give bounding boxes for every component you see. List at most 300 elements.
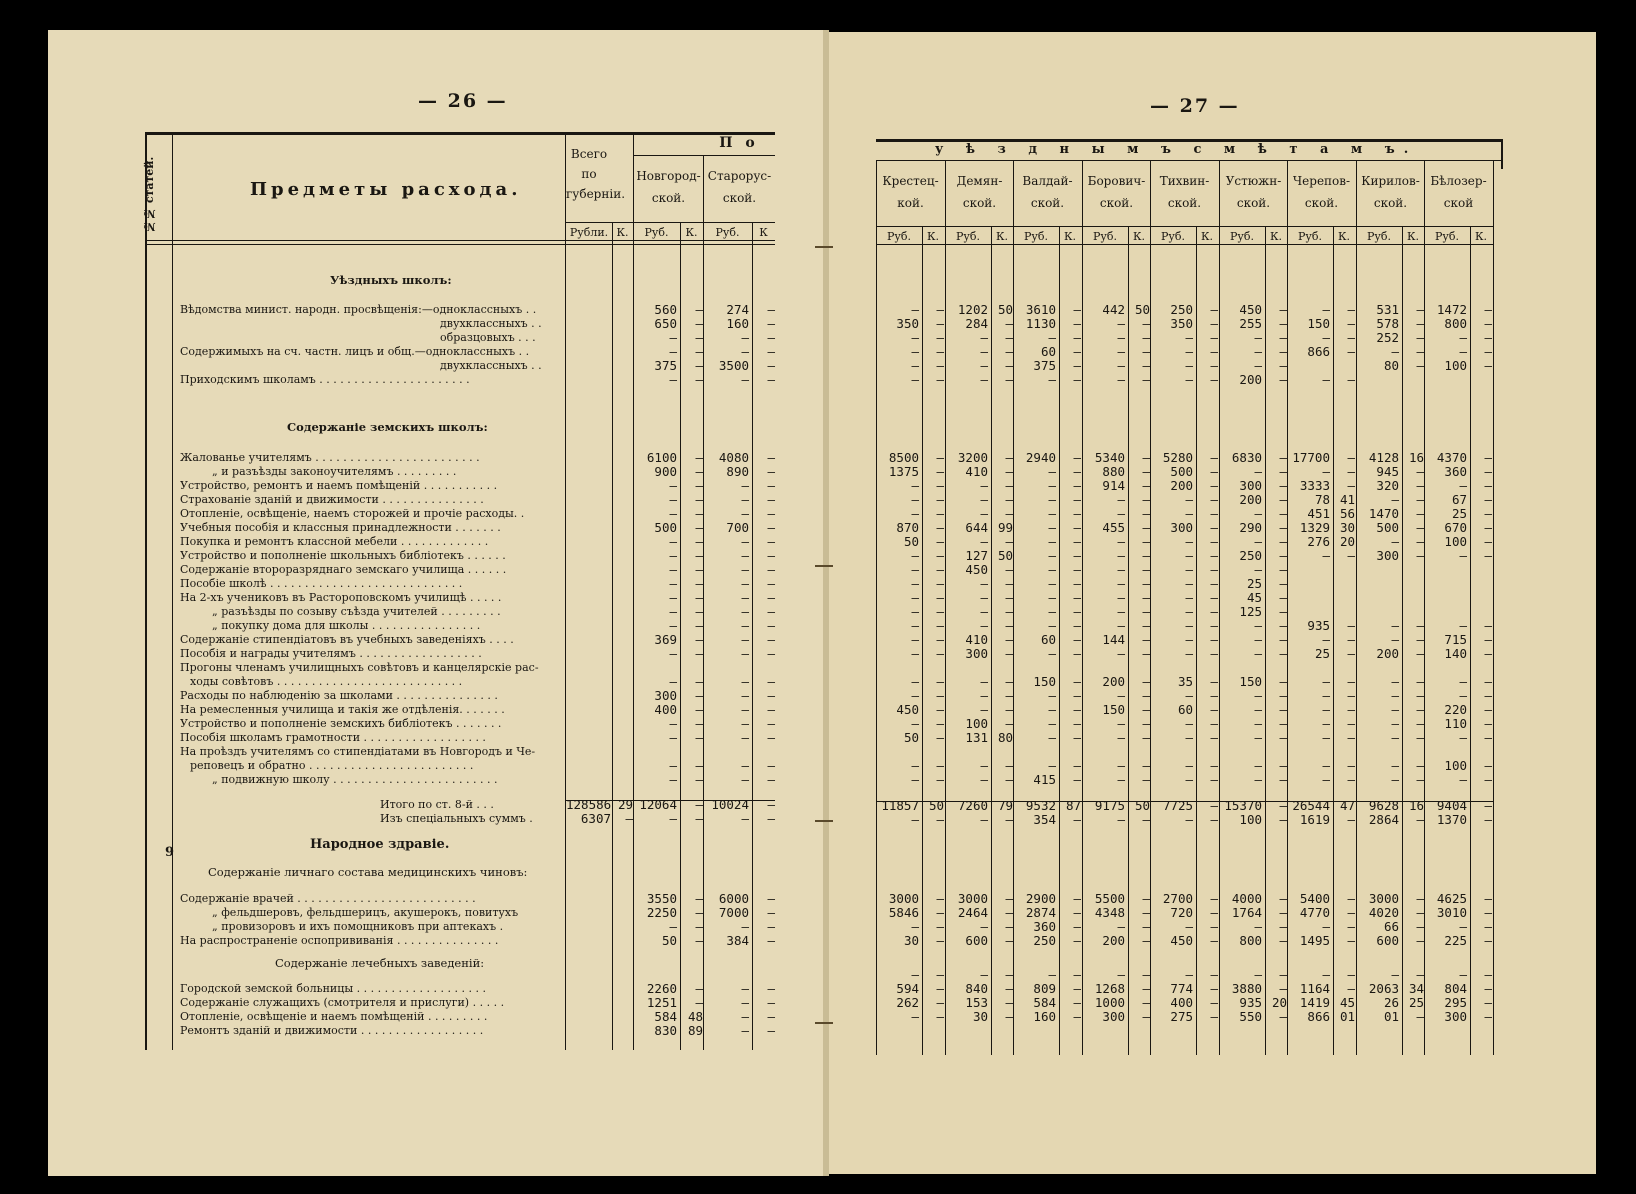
uezd-rub-value: 50 [903,534,919,549]
uezd-rub-value: 1375 [888,464,919,479]
uezd-rub-value: — [911,590,919,605]
starorus-kop: — [767,576,775,591]
uezd-rub-value: — [1185,330,1193,345]
uezd-rub-value: 360 [1444,464,1467,479]
uezd-rub-value: 295 [1444,995,1467,1010]
uezd-rub-value: — [1459,330,1467,345]
uezd-rub-value: 7725 [1162,798,1193,813]
uezd-kop-value: — [1347,891,1355,906]
uezd-rub-value: — [1048,492,1056,507]
uezd-rub-value: — [1185,688,1193,703]
uezd-rub-value: — [911,618,919,633]
uezd-kop-value: — [936,590,944,605]
uezd-kop-value: — [1142,967,1150,982]
uezd-rub-value: 276 [1307,534,1330,549]
uezd-kop-value: — [1210,967,1218,982]
uezd-rub-value: 284 [965,316,988,331]
starorus-kop: — [767,344,775,359]
starorus-kop: — [767,590,775,605]
uezd-rub-value: 455 [1102,520,1125,535]
uezd-kop-value: 87 [1065,798,1081,813]
uezd-rub-value: 3200 [957,450,988,465]
starorus-value: 6000 [718,891,749,906]
novgorod-value: 2250 [646,905,677,920]
uezd-kop-value: — [936,1009,944,1024]
uezd-kop-value: — [936,618,944,633]
uezd-kop-value: — [1416,632,1424,647]
starorus-kop: — [767,506,775,521]
uezd-rub-value: 584 [1033,995,1056,1010]
starorus-value: — [741,548,749,563]
uezd-rub-value: — [1322,967,1330,982]
novgorod-kop: — [695,520,703,535]
uezd-kop-value: — [1484,632,1492,647]
uezd-rub-value: 442 [1102,302,1125,317]
uezd-rub-value: 320 [1376,478,1399,493]
uezd-rub-value: — [1391,716,1399,731]
uezd-kop-value: — [1347,674,1355,689]
novgorod-value: — [669,478,677,493]
uezd-rub-value: 150 [1307,316,1330,331]
uezd-kop-value: — [1005,674,1013,689]
uezd-rub-value: 450 [965,562,988,577]
binding-stitch [815,565,833,573]
page-number-left: — 26 — [418,90,508,112]
uezd-kop-value: — [1073,933,1081,948]
uezd-kop-value: — [1347,730,1355,745]
uezd-kop-value: — [1005,506,1013,521]
uezd-rub-value: — [980,492,988,507]
uezd-kop-value: — [936,520,944,535]
starorus-kop: — [767,933,775,948]
uezd-kop-value: — [1279,358,1287,373]
uezd-kop-value: — [1210,604,1218,619]
uezd-rub-value: — [1117,812,1125,827]
uezd-rub-value: — [1254,330,1262,345]
uezd-rub-value: — [1117,646,1125,661]
uezd-kop-value: — [1347,548,1355,563]
uezd-rub-value: — [1048,646,1056,661]
uezd-rub-value: 715 [1444,632,1467,647]
uezd-kop-value: — [1484,1009,1492,1024]
uezd-rub-value: — [980,576,988,591]
uezd-rub-value: — [1185,590,1193,605]
uezd-rub-value: 45 [1246,590,1262,605]
uezd-rub-value: — [911,576,919,591]
novgorod-value: — [669,772,677,787]
uezd-col-header: Устюжн-ской. [1225,174,1282,210]
uezd-kop-value: — [1279,891,1287,906]
uezd-rub-value: — [980,688,988,703]
starorus-value: 7000 [718,905,749,920]
uezd-kop-value: — [1347,702,1355,717]
uezd-rub-value: — [911,604,919,619]
uezd-rub-value: — [1322,772,1330,787]
uezd-rub-value: 275 [1170,1009,1193,1024]
uezd-kop-value: — [1073,330,1081,345]
uezd-col-header: Тихвин-ской. [1159,174,1210,210]
novgorod-kop: — [695,464,703,479]
article-number: 9 [165,845,175,860]
uezd-rub-value: — [1117,967,1125,982]
uezd-rub-value: — [1322,730,1330,745]
uezd-rub-value: — [1322,632,1330,647]
uezd-rub-value: — [1391,730,1399,745]
starorus-value: — [741,1023,749,1038]
uezd-rub-value: 5846 [888,905,919,920]
uezd-rub-value: 300 [1102,1009,1125,1024]
starorus-kop: — [767,919,775,934]
uezd-kop-value: — [1073,520,1081,535]
uezd-kop-value: 50 [997,548,1013,563]
unit-label: К. [1132,230,1145,243]
expense-row-label: двухклассныхъ . . [440,359,542,372]
health-row-label: „ фельдшеровъ, фельдшерицъ, акушерокъ, повитухъ [212,906,519,919]
uezd-rub-value: — [1185,576,1193,591]
binding-stitch [815,246,833,254]
col-divider [172,132,173,1050]
starorus-kop: — [767,716,775,731]
uezd-kop-value: — [1416,1009,1424,1024]
uezd-rub-value: 35 [1177,674,1193,689]
uezd-kop-value: — [1142,981,1150,996]
uezd-rub-value: — [1185,919,1193,934]
uezd-kop-value: — [1484,798,1492,813]
novgorod-kop: — [695,330,703,345]
uezd-kop-value: — [1347,646,1355,661]
novgorod-value: 1251 [646,995,677,1010]
starorus-value: — [741,632,749,647]
uezd-rub-value: 300 [1239,478,1262,493]
uezd-rub-value: — [1117,772,1125,787]
uezd-rub-value: — [911,506,919,521]
uezd-kop-value: — [1416,520,1424,535]
uezd-rub-value: — [1254,464,1262,479]
uezd-kop-value: — [1484,646,1492,661]
uezd-kop-value: — [1210,618,1218,633]
uezd-rub-value: 78 [1314,492,1330,507]
uezd-rub-value: 5500 [1094,891,1125,906]
uezd-kop-value: — [1279,478,1287,493]
expense-row-label: Вѣдомства минист. народн. просвѣщенія:—одноклассныхъ . . [180,303,537,316]
uezd-kop-value: 50 [1134,798,1150,813]
uezd-rub-value: — [1391,632,1399,647]
starorus-value: — [741,492,749,507]
uezd-rub-value: — [1048,506,1056,521]
uezd-rub-value: 1000 [1094,995,1125,1010]
uezd-rub-value: 110 [1444,716,1467,731]
uezd-kop-value: — [1347,316,1355,331]
starorus-value: — [741,344,749,359]
uezd-rub-value: — [1048,702,1056,717]
uezd-rub-value: — [980,812,988,827]
uezd-rub-value: — [1048,464,1056,479]
novgorod-kop: — [695,772,703,787]
uezd-rub-value: 220 [1444,702,1467,717]
uezd-kop-value: — [1005,967,1013,982]
uezd-rub-value: — [1391,688,1399,703]
starorus-value: — [741,330,749,345]
page-number-right: — 27 — [1150,95,1240,117]
uezd-rub-value: 578 [1376,316,1399,331]
novgorod-kop: — [695,905,703,920]
uezd-rub-value: — [911,758,919,773]
uezd-kop-value: — [1416,302,1424,317]
uezd-rub-value: — [1391,344,1399,359]
novgorod-value: — [669,562,677,577]
uezd-rub-value: — [1322,302,1330,317]
starorus-value: 700 [726,520,749,535]
uezd-rub-value: 200 [1170,478,1193,493]
uezd-kop-value: — [1347,772,1355,787]
uezd-rub-value: 5280 [1162,450,1193,465]
uezd-kop-value: — [1416,702,1424,717]
uezd-rub-value: — [1185,492,1193,507]
starorus-kop: — [767,797,775,812]
uezd-kop-value: — [1073,548,1081,563]
uezd-kop-value: — [1210,372,1218,387]
novgorod-value: — [669,716,677,731]
uezd-rub-value: — [1048,967,1056,982]
uezd-kop-value: — [1279,562,1287,577]
uezd-rub-value: — [1391,492,1399,507]
uezd-rub-value: — [911,967,919,982]
col-divider [565,132,566,1050]
uezd-rub-value: — [1185,772,1193,787]
uezd-rub-value: — [1185,618,1193,633]
section-med-institutions: Содержаніе лечебныхъ заведеній: [275,956,485,970]
uezd-rub-value: — [1322,674,1330,689]
uezd-rub-value: 66 [1383,919,1399,934]
starorus-kop: — [767,492,775,507]
uezd-rub-value: — [1117,330,1125,345]
starorus-value: — [741,758,749,773]
uezd-kop-value: — [1416,478,1424,493]
uezd-kop-value: — [1142,674,1150,689]
uezd-rub-value: — [1254,967,1262,982]
uezd-rub-value: 250 [1239,548,1262,563]
starorus-kop: — [767,548,775,563]
uezd-kop-value: — [1210,632,1218,647]
starorus-col-header: Старорус-ской. [707,169,772,205]
uezd-rub-value: 262 [896,995,919,1010]
uezd-kop-value: — [936,344,944,359]
uezd-rub-value: — [1391,772,1399,787]
starorus-value: — [741,590,749,605]
uezd-kop-value: 45 [1339,995,1355,1010]
uezd-rub-value: 3010 [1436,905,1467,920]
novgorod-value: 3550 [646,891,677,906]
table-left-rule [145,132,147,1050]
uezd-kop-value: 16 [1408,798,1424,813]
unit-label: Руб. [1024,230,1048,243]
uezd-kop-value: — [936,905,944,920]
uezd-kop-value: — [1073,646,1081,661]
uezd-col-header: Демян-ской. [956,174,1003,210]
novgorod-kop: — [695,688,703,703]
uezd-rub-value: 100 [1444,358,1467,373]
uezd-kop-value: — [1347,372,1355,387]
uezd-rub-value: — [1254,702,1262,717]
starorus-value: — [741,506,749,521]
uezd-col-header: Кирилов-ской. [1361,174,1420,210]
starorus-value: — [741,688,749,703]
uezd-rub-value: 1470 [1368,506,1399,521]
novgorod-value: — [669,576,677,591]
uezd-kop-value: — [1210,646,1218,661]
uezd-kop-value: 56 [1339,506,1355,521]
uezd-kop-value: — [1210,464,1218,479]
uezd-kop-value: — [1142,590,1150,605]
uezd-rub-value: 26 [1383,995,1399,1010]
uezd-kop-value: — [1484,302,1492,317]
uezd-kop-value: — [1484,344,1492,359]
uezd-kop-value: — [1416,812,1424,827]
uezd-rub-value: — [1254,716,1262,731]
novgorod-kop: — [695,632,703,647]
uezd-rub-value: 804 [1444,981,1467,996]
uezd-rub-value: 800 [1239,933,1262,948]
expense-row-label: Учебныя пособія и классныя принадлежности . . . . . . . [180,521,501,534]
novgorod-kop: — [695,492,703,507]
uezd-rub-value: — [1254,646,1262,661]
starorus-kop: — [767,618,775,633]
uezd-kop-value: — [936,981,944,996]
expense-row-label: Прогоны членамъ училищныхъ совѣтовъ и канцелярскіе рас- [180,661,539,674]
uezd-rub-value: 5340 [1094,450,1125,465]
uezd-rub-value: 4625 [1436,891,1467,906]
uezd-kop-value: — [1484,548,1492,563]
uezd-kop-value: — [1142,688,1150,703]
uezd-rub-value: 100 [1444,534,1467,549]
novgorod-kop: — [695,618,703,633]
uezd-rub-value: 300 [1376,548,1399,563]
uezd-kop-value: — [1279,302,1287,317]
uezd-kop-value: — [1005,688,1013,703]
uezd-kop-value: — [936,967,944,982]
novgorod-kop: — [695,372,703,387]
unit-label: Руб. [1230,230,1254,243]
uezd-kop-value: — [1347,919,1355,934]
uezd-rub-value: 1619 [1299,812,1330,827]
uezd-kop-value: — [1484,730,1492,745]
uezd-kop-value: — [1142,891,1150,906]
uezd-kop-value: — [1142,933,1150,948]
expense-row-label: „ подвижную школу . . . . . . . . . . . . . . . . . . . . . . . . [212,773,498,786]
uezd-kop-value: — [1210,798,1218,813]
starorus-kop: — [767,730,775,745]
uezd-kop-value: — [1484,772,1492,787]
starorus-value: — [741,811,749,826]
uezd-rub-value: 2900 [1025,891,1056,906]
starorus-kop: — [767,302,775,317]
uezd-kop-value: — [1347,632,1355,647]
starorus-kop: — [767,905,775,920]
novgorod-value: 12064 [639,797,677,812]
uezd-kop-value: 30 [1339,520,1355,535]
novgorod-value: — [669,330,677,345]
uezd-kop-value: — [1279,464,1287,479]
uezd-rub-value: 60 [1177,702,1193,717]
articles-header: №№ статей. [143,156,156,234]
uezd-rub-value: — [1459,674,1467,689]
uezd-rub-value: 866 [1307,344,1330,359]
uezd-rub-value: — [1048,548,1056,563]
uezd-kop-value: — [1142,632,1150,647]
uezd-rub-value: — [911,646,919,661]
uezd-kop-value: — [1073,358,1081,373]
uezd-rub-value: 550 [1239,1009,1262,1024]
uezd-rub-value: — [980,506,988,521]
novgorod-value: — [669,506,677,521]
starorus-value: 890 [726,464,749,479]
uezd-kop-value: — [936,604,944,619]
uezd-kop-value: — [1279,758,1287,773]
uezd-rub-value: — [1117,590,1125,605]
uezd-rub-value: — [1048,330,1056,345]
uezd-kop-value: 01 [1339,1009,1355,1024]
expense-row-label: Устройство, ремонтъ и наемъ помѣщеній . . . . . . . . . . . [180,479,498,492]
starorus-kop: — [767,702,775,717]
uezd-rub-value: 935 [1307,618,1330,633]
uezd-kop-value: — [1210,891,1218,906]
unit-label: К. [1474,230,1487,243]
uezd-kop-value: — [1347,330,1355,345]
uezd-kop-value: 50 [1134,302,1150,317]
starorus-value: — [741,772,749,787]
novgorod-kop: 48 [687,1009,703,1024]
uezd-kop-value: — [1210,344,1218,359]
uezd-col-header: Черепов-ской. [1292,174,1351,210]
uezd-kop-value: — [1073,506,1081,521]
uezd-rub-value: 25 [1314,646,1330,661]
uezd-kop-value: — [1005,534,1013,549]
uezd-kop-value: — [1484,450,1492,465]
uezd-rub-value: 9628 [1368,798,1399,813]
expense-row-label: Содержаніе второразряднаго земскаго училища . . . . . . [180,563,507,576]
expense-row-label: Пособія и награды учителямъ . . . . . . . . . . . . . . . . . . [180,647,482,660]
uezd-rub-value: 01 [1383,1009,1399,1024]
novgorod-kop: — [695,576,703,591]
uezd-rub-value: — [911,372,919,387]
expense-row-label: Приходскимъ школамъ . . . . . . . . . . . . . . . . . . . . . . [180,373,470,386]
uezd-rub-value: — [911,812,919,827]
uezd-rub-value: 450 [1239,302,1262,317]
uezd-kop-value: — [1416,905,1424,920]
uezd-kop-value: — [1416,772,1424,787]
novgorod-value: 830 [654,1023,677,1038]
uezd-rub-value: — [980,604,988,619]
unit-label: К. [1063,230,1076,243]
uezd-rub-value: — [1048,562,1056,577]
col-divider [612,222,613,1050]
uezd-kop-value: — [1142,344,1150,359]
uezd-kop-value: — [1416,919,1424,934]
uezd-kop-value: — [1142,478,1150,493]
uezd-kop-value: — [936,812,944,827]
uezd-rub-value: — [1254,758,1262,773]
uezd-rub-value: 225 [1444,933,1467,948]
novgorod-kop: — [695,646,703,661]
uezd-rub-value: — [1185,506,1193,521]
uezd-rub-value: — [980,674,988,689]
uezd-rub-value: 354 [1033,812,1056,827]
starorus-kop: — [767,372,775,387]
novgorod-kop: — [695,981,703,996]
uezd-kop-value: — [1005,933,1013,948]
starorus-value: — [741,618,749,633]
expense-row-label: двухклассныхъ . . [440,317,542,330]
